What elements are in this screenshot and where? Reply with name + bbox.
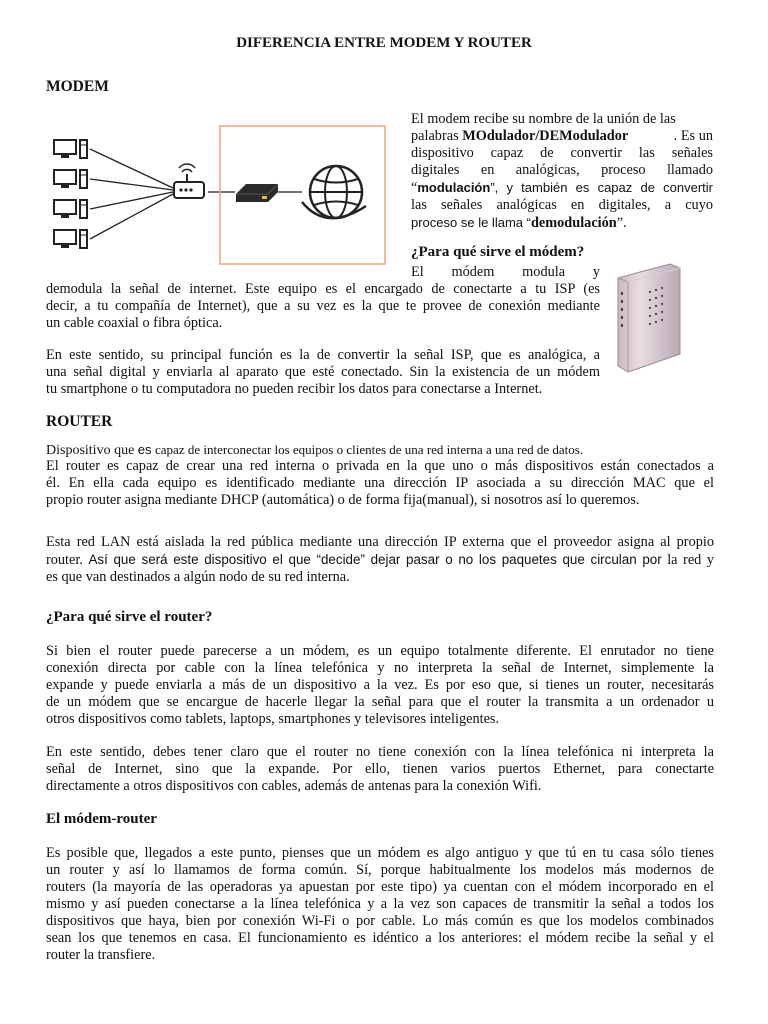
modem-paragraph-1: demodula la señal de internet. Este equipo es el encargado de conectarte a tu ISP (es decir, a tu compañía de Internet), que a su vez es la que te provee de conexión mediante un cable coaxial o fibra óptica. [46, 281, 600, 331]
router-icon [174, 164, 204, 198]
router-paragraph-2: Esta red LAN está aislada la red pública mediante una dirección IP externa que el proveedor asigna al propio router. Así que será este dispositivo el que “decide” dejar pasar o no los paquetes que circulan por la red y es que van destinados a algún nodo de su red interna. [46, 534, 714, 585]
document-title: DIFERENCIA ENTRE MODEM Y ROUTER [236, 35, 532, 51]
modem-intro: El modem recibe su nombre de la unión de las palabras MOdulador/DEModulador . Es un dispositivo capaz de convertir las señales digitales en analógicas, proceso llamado “modulación”, y también es capaz de convertir las señales analógicas en digitales, a cuyo proceso se le llama “demodulación”. [411, 111, 713, 231]
modem-heading: MODEM [46, 78, 109, 95]
modem-router-paragraph: Es posible que, llegados a este punto, pienses que un módem es algo antiguo y que tú en tu casa sólo tienes un router y así lo llamamos de forma común. Sí, porque habitualmente los modelos más modernos de routers (la mayoría de las operadoras ya apuestan por este tipo) ya cuentan con el módem incorporado en el mismo y así pueden conectarse a la línea telefónica y a la vez son capaces de transmitir la señal a todos los dispositivos que haya, bien por conexión Wi-Fi o por cable. Lo más común es que los modelos combinados sean los que tenemos en casa. El funcionamiento es idéntico a los anteriores: el módem recibe la señal y el router la transfiere. [46, 845, 714, 963]
modem-photo [600, 262, 688, 374]
modem-icon [236, 184, 278, 202]
computer-icon [54, 170, 87, 188]
modem-router-heading: El módem-router [46, 811, 157, 827]
network-diagram [40, 112, 400, 272]
modem-paragraph-2: En este sentido, su principal función es la de convertir la señal ISP, que es analógica, a una señal digital y enviarla al aparato que esté conectado. Sin la existencia de un módem tu smartphone o tu computadora no pueden recibir los datos para conectarse a Internet. [46, 347, 600, 397]
router-paragraph-1: El router es capaz de crear una red interna o privada en la que uno o más dispositivos están conectados a él. En ella cada equipo es identificado mediante una dirección IP asociada a su dirección MAC que el propio router asigna mediante DHCP (automática) o de forma fija(manual), si nosotros así lo queremos. [46, 458, 714, 508]
computer-icon [54, 230, 87, 248]
globe-icon [302, 166, 366, 218]
router-question-heading: ¿Para qué sirve el router? [46, 609, 213, 625]
router-paragraph-4: En este sentido, debes tener claro que el router no tiene conexión con la línea telefónica ni interpreta la señal de Internet, sino que la expande. Por ello, tienen varios puertos Ethernet, para conectarte directamente a otros dispositivos con cables, además de antenas para la conexión Wifi. [46, 744, 714, 794]
modem-question-heading: ¿Para qué sirve el módem? [411, 244, 585, 260]
computer-icon [54, 200, 87, 218]
router-paragraph-3: Si bien el router puede parecerse a un módem, es un equipo totalmente diferente. El enrutador no tiene conexión directa por cable con la línea telefónica y no interpreta la señal de Internet, simplemente la expande y puede enviarla a más de un dispositivo a la vez. Es por eso que, si tienes un router, necesitarás de un módem que se encargue de hacerle llegar la señal para que el router la transmita a un ordenador u otros dispositivos como tablets, laptops, smartphones y televisores inteligentes. [46, 643, 714, 727]
computer-icon [54, 140, 87, 158]
router-definition: Dispositivo que es capaz de interconectar los equipos o clientes de una red interna a una red de datos. [46, 442, 584, 458]
router-heading: ROUTER [46, 413, 113, 430]
modem-question-first-line: El módem modula y [411, 264, 600, 280]
